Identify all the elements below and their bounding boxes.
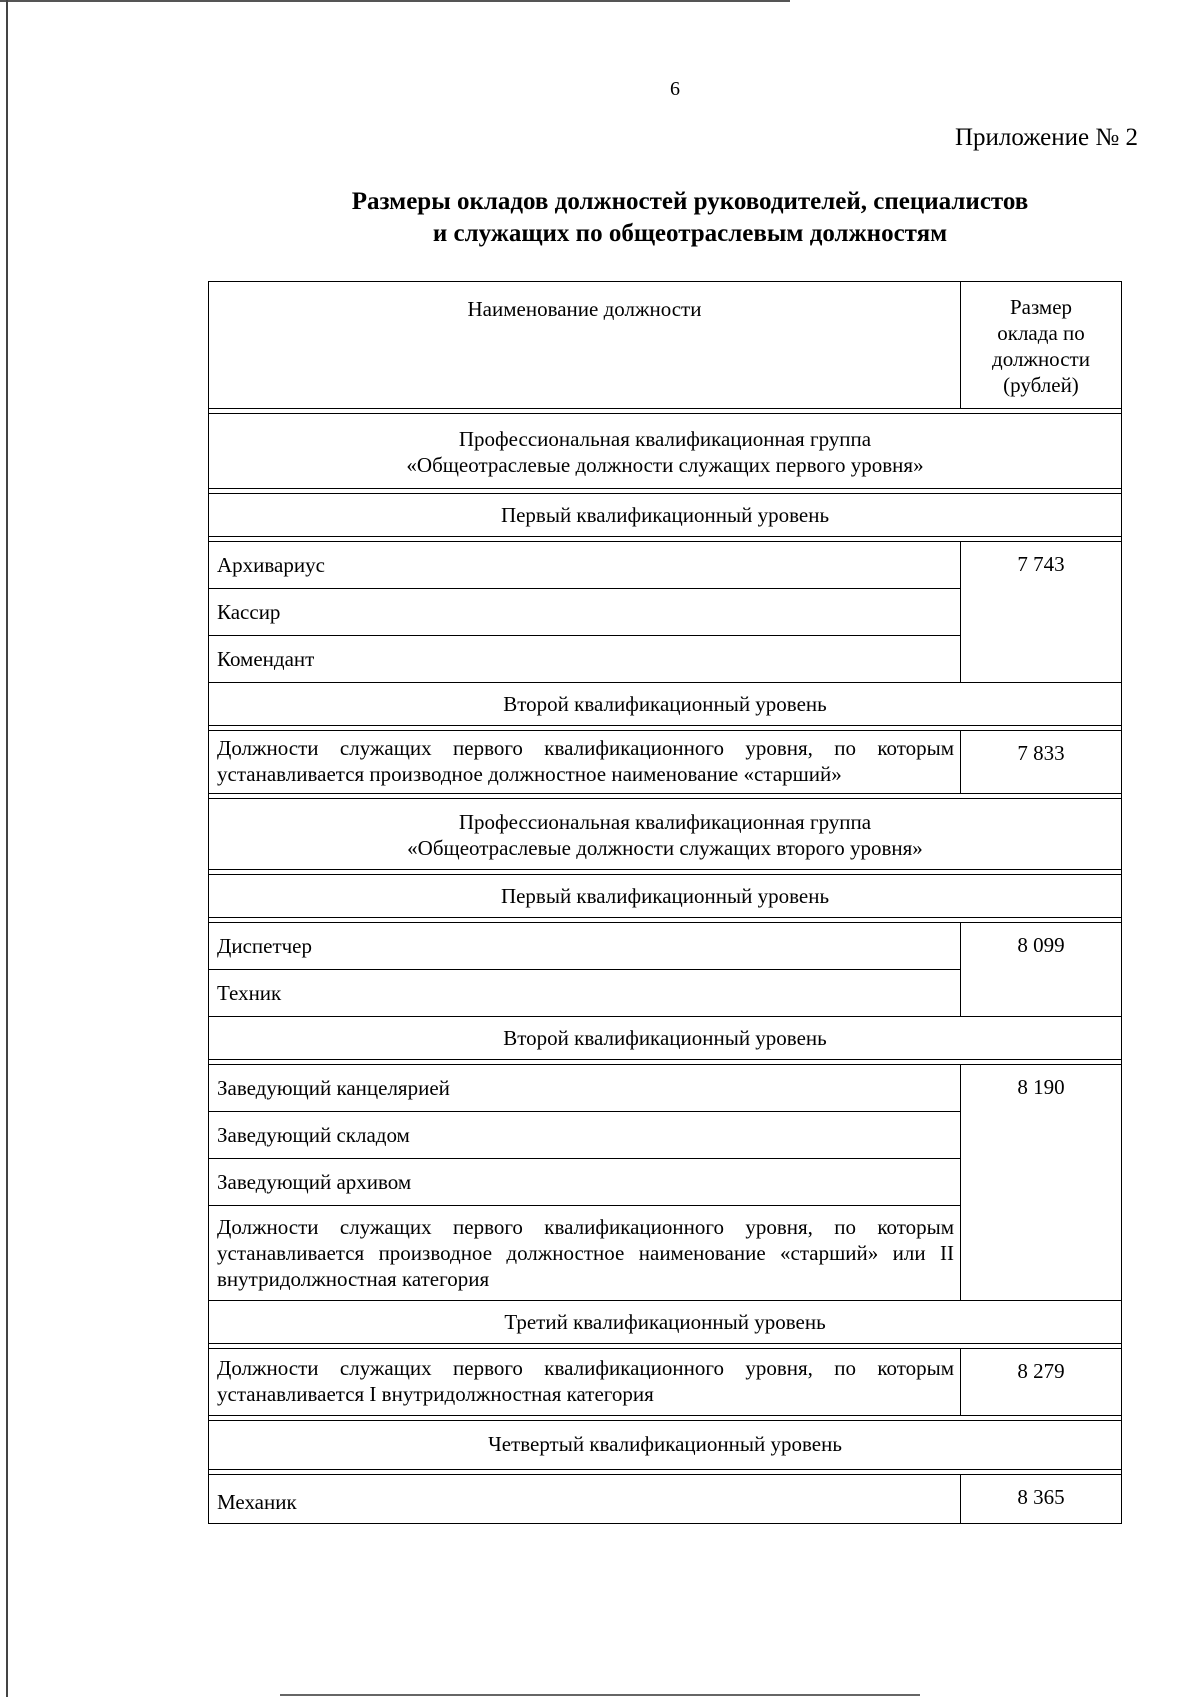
group-title-line: «Общеотраслевые должности служащих второго уровня» [407,836,923,860]
group-title-line: Профессиональная квалификационная группа [458,427,872,451]
table-header-row [208,281,1122,408]
group-header-row [208,798,1122,869]
salary-value: 8 190 [1017,1075,1065,1099]
page-number: 6 [670,78,680,100]
header-size-line: оклада по [997,321,1085,345]
level-header-row [208,493,1122,536]
header-salary-size [961,282,1121,408]
header-size-line: (рублей) [1003,373,1079,397]
position-list [209,542,961,682]
group-2-level-4-title: Четвертый квалификационный уровень [488,1432,842,1456]
appendix-label: Приложение № 2 [954,124,1138,151]
group-2-level-2-title: Второй квалификационный уровень [503,1026,827,1050]
group-2-level-1-title: Первый квалификационный уровень [500,884,830,908]
table-row: Диспетчер [217,934,313,958]
level-header-row [208,1016,1122,1059]
group-2-level-3-body [208,1348,1122,1415]
position-list [209,923,961,1016]
group-2-level-3-title: Третий квалификационный уровень [504,1310,826,1334]
table-row: Должности служащих первого квалификационного уровня, по которым устанавливается производное должностное наименование «старший» или II внутридолжностная категория [209,1205,960,1300]
scan-edge-bottom [280,1694,920,1696]
level-header-row [208,682,1122,725]
table-row: Должности служащих первого квалификационного уровня, по которым устанавливается производное должностное наименование «старший» [217,736,954,786]
group-1-level-2-title: Второй квалификационный уровень [503,692,827,716]
group-title-line: «Общеотраслевые должности служащих первого уровня» [406,453,924,477]
title-line-1: Размеры окладов должностей руководителей, специалистов [351,188,1029,215]
position-list [209,1349,961,1415]
salary-value: 8 279 [1017,1359,1065,1383]
table-row: Техник [209,969,960,1016]
table-row: Комендант [209,635,960,682]
table-row: Кассир [209,588,960,635]
document-title [150,186,1200,250]
level-header-row [208,874,1122,917]
group-header-row [208,413,1122,488]
header-size-line: должности [992,347,1090,371]
salary-value: 7 833 [1017,741,1065,765]
group-2-level-2-body [208,1064,1122,1300]
group-2-level-1-body [208,922,1122,1016]
table-row: Заведующий канцелярией [217,1076,450,1100]
title-line-2: и служащих по общеотраслевым должностям [432,220,948,247]
table-row: Заведующий архивом [209,1158,960,1205]
table-row: Должности служащих первого квалификационного уровня, по которым устанавливается I внутридолжностная категория [217,1356,954,1406]
group-2-level-4-body [208,1474,1122,1524]
scan-edge-left [6,0,8,1697]
group-1-level-1-body [208,541,1122,682]
group-1-title [209,414,1121,488]
group-2-title [209,799,1121,869]
header-size-line: Размер [1009,295,1073,319]
table-row: Архивариус [217,553,325,577]
salary-value: 8 365 [1017,1485,1065,1509]
table-row: Механик [217,1490,297,1514]
salary-table [208,281,1122,1524]
position-list [209,731,961,793]
salary-value: 7 743 [1017,552,1065,576]
level-header-row [208,1300,1122,1343]
group-title-line: Профессиональная квалификационная группа [458,810,872,834]
header-position-name: Наименование должности [209,282,961,408]
position-list [209,1475,961,1523]
position-list [209,1065,961,1300]
group-1-level-2-body [208,730,1122,793]
level-header-row [208,1420,1122,1469]
scan-edge-top [0,0,790,2]
table-row: Заведующий складом [209,1111,960,1158]
group-1-level-1-title: Первый квалификационный уровень [500,503,830,527]
salary-value: 8 099 [1017,933,1065,957]
